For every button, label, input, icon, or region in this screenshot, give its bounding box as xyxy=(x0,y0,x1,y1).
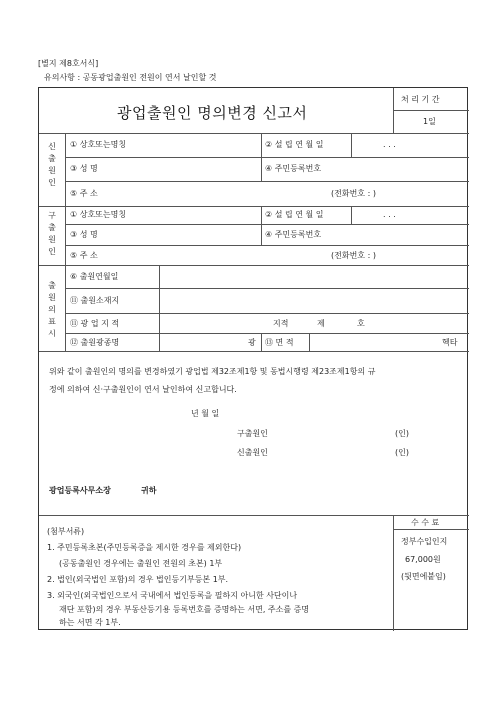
area-unit: 헥타 xyxy=(442,338,458,347)
old-company-name-label: ① 상호또는명칭 xyxy=(70,210,127,219)
report-form xyxy=(38,87,468,630)
fee-description: 정부수입인지 xyxy=(401,537,448,546)
fee-amount: 67,000원 xyxy=(405,555,441,564)
statement-date: 년 월 일 xyxy=(191,409,220,418)
attachment-item: 재단 포함)의 경우 부동산등기용 등록번호를 증명하는 서면, 주소를 증명 xyxy=(59,605,310,614)
mining-area-value-a: 지적 xyxy=(273,319,289,328)
old-phone-number: (전화번호 : ) xyxy=(331,251,376,260)
application-info-label: 출 원 의 표 시 xyxy=(48,281,56,338)
mining-area-value-c: 호 xyxy=(357,319,365,328)
new-address-label: ⑤ 주 소 xyxy=(70,189,98,198)
recipient-honorific: 귀하 xyxy=(141,486,157,495)
new-applicant-signer: 신출원인 xyxy=(237,448,268,457)
new-established-date-value: . . . xyxy=(383,140,396,149)
fee-label: 수 수 료 xyxy=(411,518,440,527)
new-phone-number: (전화번호 : ) xyxy=(331,189,376,198)
mineral-type-label: ⑫ 출원광종명 xyxy=(70,338,120,347)
old-established-date-label: ② 설 립 연 월 일 xyxy=(265,210,324,219)
form-number: [별지 제8호서식] xyxy=(38,59,99,68)
mining-area-value-b: 제 xyxy=(317,319,325,328)
new-applicant-seal: (인) xyxy=(395,448,409,457)
processing-period-label: 처 리 기 간 xyxy=(401,95,440,104)
mineral-type-value: 광 xyxy=(248,338,256,347)
attachment-item: 하는 서면 각 1부. xyxy=(59,618,121,627)
new-person-name-label: ③ 성 명 xyxy=(70,164,98,173)
recipient-office: 광업등록사무소장 xyxy=(49,486,111,495)
form-title: 광업출원인 명의변경 신고서 xyxy=(117,104,308,122)
application-date-label: ⑥ 출원연월일 xyxy=(70,272,119,281)
new-applicant-label: 신 출 원 인 xyxy=(48,142,56,187)
attachment-item: 3. 외국인(외국법인으로서 국내에서 법인등록을 필하지 아니한 사단이나 xyxy=(47,591,298,600)
old-applicant-signer: 구출원인 xyxy=(237,429,268,438)
processing-period-value: 1일 xyxy=(423,117,436,126)
area-label: ⑬ 면 적 xyxy=(265,338,294,347)
old-address-label: ⑤ 주 소 xyxy=(70,251,98,260)
old-resident-number-label: ④ 주민등록번호 xyxy=(265,230,322,239)
application-location-label: ⑪ 출원소재지 xyxy=(70,296,120,305)
statement-line-1: 위와 같이 출원인의 명의를 변경하였기 광업법 제32조제1항 및 동법시행령 제23조제1항의 규 xyxy=(49,367,376,376)
mining-area-label: ⑪ 광 업 지 적 xyxy=(70,319,120,328)
old-applicant-seal: (인) xyxy=(395,429,409,438)
attachment-item: 1. 주민등록초본(주민등록증을 제시한 경우를 제외한다) xyxy=(47,543,242,552)
new-established-date-label: ② 설 립 연 월 일 xyxy=(265,140,324,149)
old-applicant-label: 구 출 원 인 xyxy=(48,211,56,256)
old-person-name-label: ③ 성 명 xyxy=(70,230,98,239)
statement-line-2: 정에 의하여 신·구출원인이 연서 날인하여 신고합니다. xyxy=(49,385,237,394)
attachment-item: (공동출원인 경우에는 출원인 전원의 초본) 1부 xyxy=(59,559,223,568)
new-resident-number-label: ④ 주민등록번호 xyxy=(265,164,322,173)
attachments-title: (첨부서류) xyxy=(47,527,85,536)
new-company-name-label: ① 상호또는명칭 xyxy=(70,140,127,149)
attachment-item: 2. 법인(외국법인 포함)의 경우 법인등기부등본 1부. xyxy=(47,575,229,584)
usage-note: 유의사항 : 공동광업출원인 전원이 연서 날인할 것 xyxy=(44,73,217,82)
old-established-date-value: . . . xyxy=(383,210,396,219)
fee-note: (뒷면에붙임) xyxy=(401,572,446,581)
